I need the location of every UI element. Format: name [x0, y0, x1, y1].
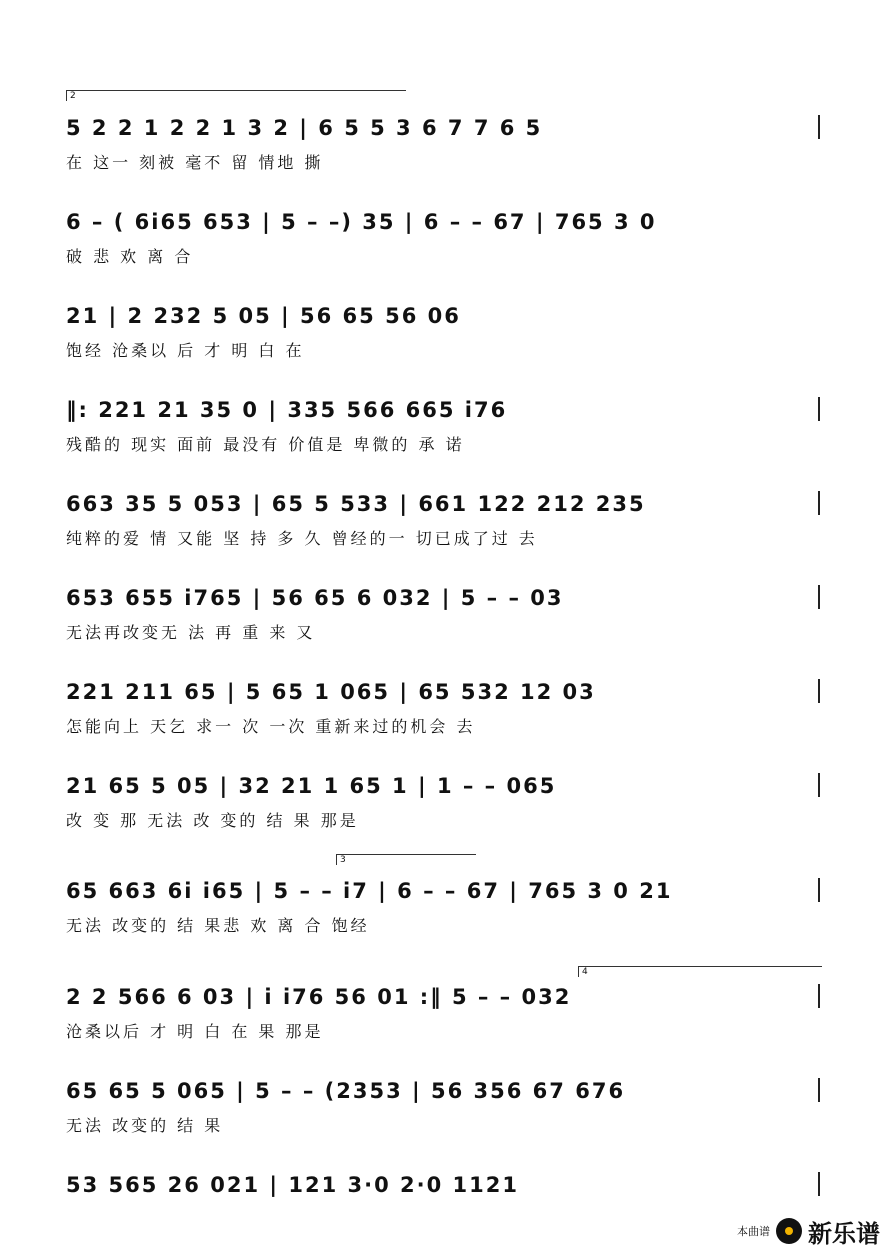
lyric-line: 纯粹的爱 情 又能 坚 持 多 久 曾经的一 切已成了过 去 — [66, 529, 538, 548]
lyric-line: 在 这一 刻被 毫不 留 情地 撕 — [66, 153, 324, 172]
barline — [818, 115, 820, 139]
score-row-9 — [0, 876, 888, 956]
score-row-5 — [0, 489, 888, 569]
volta-4: 4 — [578, 966, 822, 977]
barline — [818, 679, 820, 703]
score-row-11 — [0, 1076, 888, 1156]
notation-line: 653 655 i765 | 56 65 6 032 | 5 – – 03 — [66, 586, 564, 610]
score-row-3 — [0, 301, 888, 381]
notation-line: ‖: 221 21 35 0 | 335 566 665 i76 — [66, 398, 508, 422]
barline — [818, 491, 820, 515]
volta-3: 3 — [336, 854, 476, 865]
lyric-line: 无法再改变无 法 再 重 来 又 — [66, 623, 316, 642]
lyric-line: 无法 改变的 结 果悲 欢 离 合 饱经 — [66, 916, 370, 935]
notation-line: 21 65 5 05 | 32 21 1 65 1 | 1 – – 065 — [66, 774, 557, 798]
notation-line: 221 211 65 | 5 65 1 065 | 65 532 12 03 — [66, 680, 596, 704]
notation-line: 65 65 5 065 | 5 – – (2353 | 56 356 67 676 — [66, 1079, 626, 1103]
score-row-4 — [0, 395, 888, 475]
disc-logo-icon — [776, 1218, 802, 1244]
lyric-line: 沧桑以后 才 明 白 在 果 那是 — [66, 1022, 324, 1041]
score-row-6 — [0, 583, 888, 663]
lyric-line: 无法 改变的 结 果 — [66, 1116, 224, 1135]
volta-2: 2 — [66, 90, 406, 101]
barline — [818, 1078, 820, 1102]
notation-line: 5 2 2 1 2 2 1 3 2 | 6 5 5 3 6 7 7 6 5 — [66, 116, 543, 140]
score-row-2 — [0, 207, 888, 287]
barline — [818, 397, 820, 421]
score-row-10 — [0, 982, 888, 1062]
site-footer — [737, 1213, 880, 1249]
barline — [818, 878, 820, 902]
barline — [818, 585, 820, 609]
barline — [818, 984, 820, 1008]
barline — [818, 773, 820, 797]
lyric-line: 怎能向上 天乞 求一 次 一次 重新来过的机会 去 — [66, 717, 476, 736]
notation-line: 53 565 26 021 | 121 3·0 2·0 1121 — [66, 1173, 519, 1197]
score-row-8 — [0, 771, 888, 851]
lyric-line: 残酷的 现实 面前 最没有 价值是 卑微的 承 诺 — [66, 435, 465, 454]
barline — [818, 1172, 820, 1196]
notation-line: 6 – ( 6i65 653 | 5 – –) 35 | 6 – – 67 | 765 3 0 — [66, 210, 657, 234]
notation-line: 21 | 2 232 5 05 | 56 65 56 06 — [66, 304, 461, 328]
lyric-line: 破 悲 欢 离 合 — [66, 247, 194, 266]
brand-name: 新乐谱 — [808, 1219, 880, 1248]
notation-line: 2 2 566 6 03 | i i76 56 01 :‖ 5 – – 032 — [66, 985, 572, 1009]
footer-small-text: 本曲谱 — [737, 1225, 770, 1238]
score-row-7 — [0, 677, 888, 757]
lyric-line: 饱经 沧桑以 后 才 明 白 在 — [66, 341, 305, 360]
notation-line: 663 35 5 053 | 65 5 533 | 661 122 212 235 — [66, 492, 646, 516]
lyric-line: 改 变 那 无法 改 变的 结 果 那是 — [66, 811, 359, 830]
score-row-1 — [0, 113, 888, 193]
notation-line: 65 663 6i i65 | 5 – – i7 | 6 – – 67 | 765 3 0 21 — [66, 879, 673, 903]
